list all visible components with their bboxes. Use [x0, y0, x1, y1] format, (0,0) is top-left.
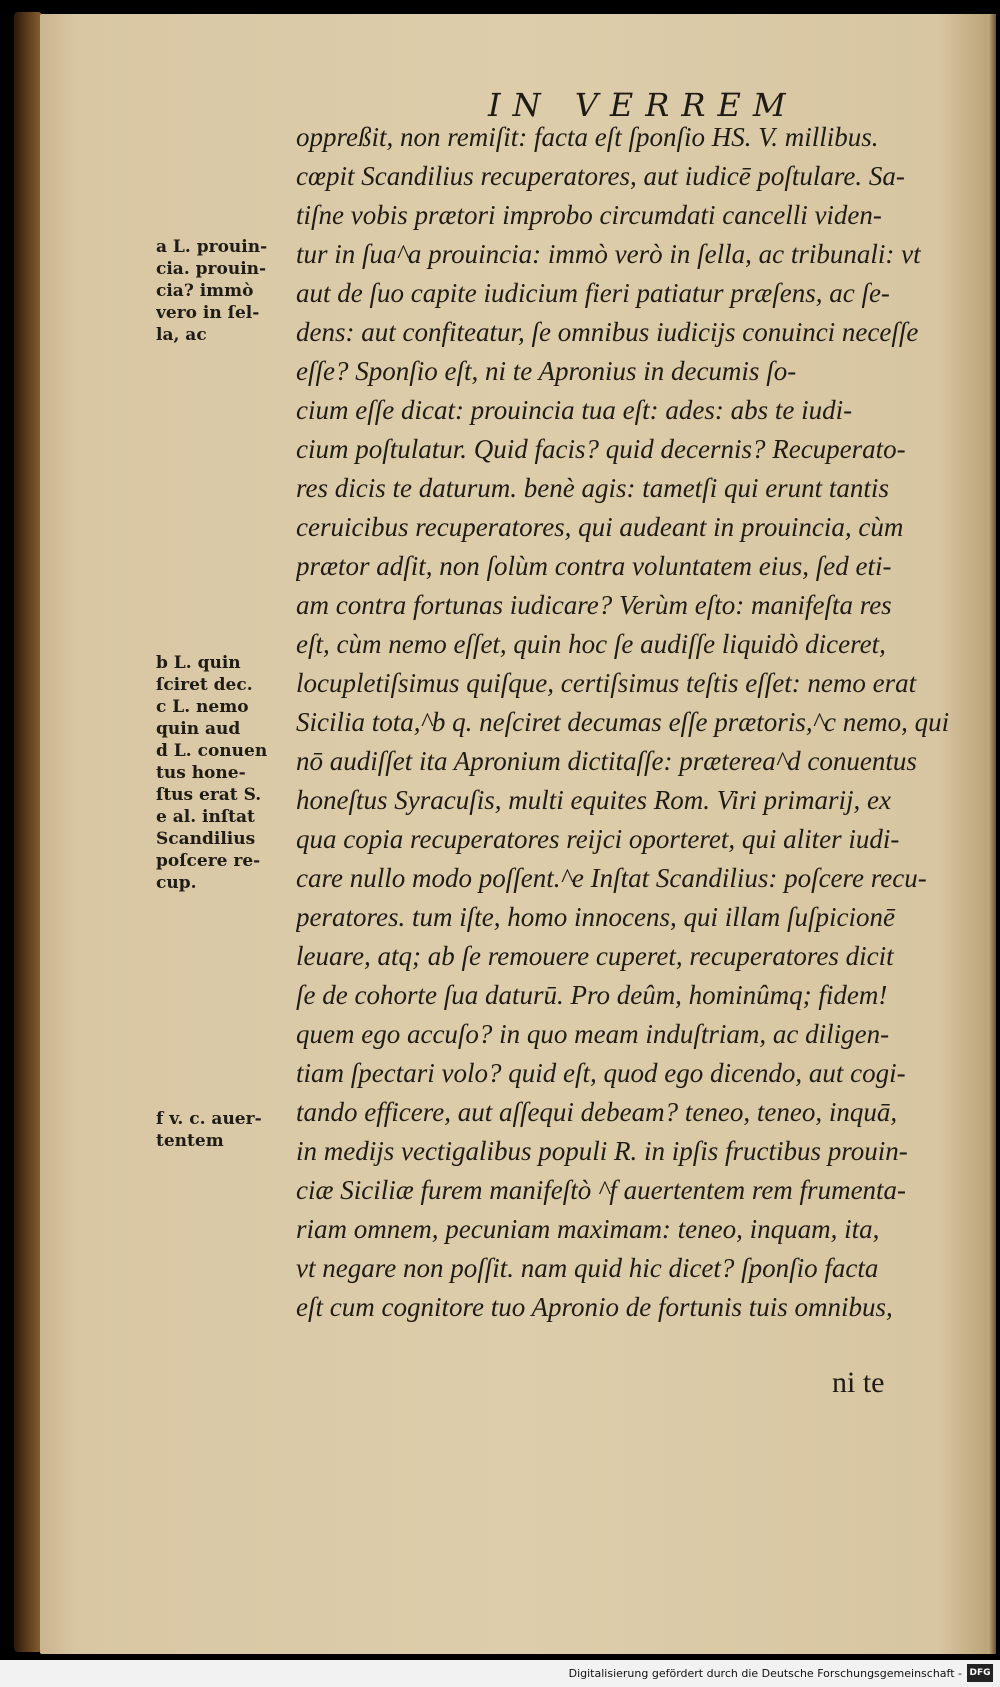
text-line: eſſe? Sponſio eſt, ni te Apronius in decumis ſo- — [296, 356, 797, 386]
text-line: vt negare non poſſit. nam quid hic dicet? ſponſio facta — [296, 1253, 879, 1283]
text-line: dens: aut confiteatur, ſe omnibus iudicijs conuinci neceſſe — [296, 317, 919, 347]
text-line: leuare, atq; ab ſe remouere cuperet, recuperatores dicit — [296, 941, 894, 971]
page-scan: IN VERREM oppreßit, non remiſit: facta eſt ſponſio HS. V. millibus. cœpit Scandilius recuperatores, aut iudicē poſtulare. Sa- tiſne vobis prætori improbo circumdati cancelli viden- tur in ſua^a prouincia: immò verò in ſella, ac tribunali: vt aut de ſuo capite iudicium fieri patiatur præſens, ac ſe- dens: aut confiteatur, ſe omnibus iudicijs conuinci neceſſe eſſe? Sponſio eſt, ni te Apronius in decumis ſo- cium eſſe dicat: prouincia tua eſt: ades: abs te iudi- cium poſtulatur. Quid facis? quid decernis? Recuperato- res dicis te daturum. benè agis: tametſi qui erunt tantis ceruicibus recuperatores, qui audeant in prouincia, cùm prætor adſit, non ſolùm contra voluntatem eius, ſed eti- am contra fortunas iudicare? Verùm eſto: manifeſta res eſt, cùm nemo eſſet, quin hoc ſe audiſſe liquidò diceret, locupletiſsimus quiſque, certiſsimus teſtis eſſet: nemo erat Sicilia tota,^b q. neſciret decumas eſſe prætoris,^c nemo, qui nō audiſſet ita Apronium dictitaſſe: præterea^d conuentus honeſtus Syracuſis, multi equites Rom. Viri primarij, ex qua copia recuperatores reijci oporteret, qui aliter iudi- care nullo modo poſſent.^e Inſtat Scandilius: poſcere recu- peratores. tum iſte, homo innocens, qui illam ſuſpicionē leuare, atq; ab ſe remouere cuperet, recuperatores dicit ſe de cohorte ſua daturū. Pro deûm, hominûmq; fidem! quem ego accuſo? in quo meam induſtriam, ac diligen- tiam ſpectari volo? quid eſt, quod ego dicendo, aut cogi- tando efficere, aut aſſequi debeam? teneo, teneo, inquā, in medijs vectigalibus populi R. in ipſis fructibus prouin- ciæ Siciliæ furem manifeſtò ^f auertentem rem frumenta- riam omnem, pecuniam maximam: teneo, inquam, ita, vt negare non poſſit. nam quid hic dicet? ſponſio facta eſt cum cognitore tuo Apronio de fortunis tuis omnibus, a L. prouin- cia. prouin- cia? immò vero in ſel- la, ac b L. quin ſciret dec. c L. nemo quin aud d L. conuen tus hone- ſtus erat S. e al. inſtat Scandilius poſcere re- cup. f v. c. auer- tentem ni te — [0, 0, 1000, 1687]
margin-note-line: f v. c. auer- — [156, 1109, 262, 1129]
text-line: qua copia recuperatores reijci oporteret, qui aliter iudi- — [296, 824, 900, 854]
margin-note-line: c L. nemo — [156, 697, 249, 717]
margin-note-b — [156, 652, 298, 894]
margin-note-line: quin aud — [156, 719, 241, 739]
text-line: ſe de cohorte ſua daturū. Pro deûm, hominûmq; fidem! — [296, 980, 888, 1010]
text-line: eſt, cùm nemo eſſet, quin hoc ſe audiſſe liquidò diceret, — [296, 629, 886, 659]
text-line: tiſne vobis prætori improbo circumdati cancelli viden- — [296, 200, 882, 230]
margin-note-a — [156, 236, 298, 346]
margin-note-line: poſcere re- — [156, 851, 261, 871]
text-line: prætor adſit, non ſolùm contra voluntatem eius, ſed eti- — [296, 551, 892, 581]
margin-note-line: tentem — [156, 1131, 224, 1151]
text-line: quem ego accuſo? in quo meam induſtriam, ac diligen- — [296, 1019, 890, 1049]
book-binding-edge — [14, 12, 42, 1652]
body-text — [296, 118, 968, 1327]
text-line: tiam ſpectari volo? quid eſt, quod ego dicendo, aut cogi- — [296, 1058, 906, 1088]
margin-note-line: ſciret dec. — [156, 675, 253, 695]
text-line: am contra fortunas iudicare? Verùm eſto: manifeſta res — [296, 590, 892, 620]
margin-note-line: d L. conuen — [156, 741, 268, 761]
text-line: care nullo modo poſſent.^e Inſtat Scandilius: poſcere recu- — [296, 863, 927, 893]
margin-note-line: cup. — [156, 873, 197, 893]
margin-note-line: b L. quin — [156, 653, 241, 673]
catchword: ni te — [832, 1366, 885, 1399]
text-line: eſt cum cognitore tuo Apronio de fortunis tuis omnibus, — [296, 1292, 893, 1322]
text-line: tando efficere, aut aſſequi debeam? teneo, teneo, inquā, — [296, 1097, 898, 1127]
margin-note-line: vero in ſel- — [156, 303, 260, 323]
text-line: oppreßit, non remiſit: facta eſt ſponſio HS. V. millibus. — [296, 122, 879, 152]
margin-note-line: ſtus erat S. — [156, 785, 262, 805]
margin-note-line: a L. prouin- — [156, 237, 268, 257]
margin-note-line: la, ac — [156, 325, 207, 345]
text-line: ceruicibus recuperatores, qui audeant in prouincia, cùm — [296, 512, 904, 542]
text-line: aut de ſuo capite iudicium fieri patiatur præſens, ac ſe- — [296, 278, 890, 308]
text-line: nō audiſſet ita Apronium dictitaſſe: præterea^d conuentus — [296, 746, 917, 776]
margin-note-line: cia? immò — [156, 281, 254, 301]
page-edge — [988, 14, 996, 1654]
margin-note-line: e al. inſtat — [156, 807, 255, 827]
margin-note-line: tus hone- — [156, 763, 246, 783]
text-line: peratores. tum iſte, homo innocens, qui illam ſuſpicionē — [296, 902, 895, 932]
text-line: honeſtus Syracuſis, multi equites Rom. Viri primarij, ex — [296, 785, 891, 815]
dfg-logo: DFG — [967, 1664, 993, 1682]
text-line: cium eſſe dicat: prouincia tua eſt: ades: abs te iudi- — [296, 395, 853, 425]
text-line: ciæ Siciliæ furem manifeſtò ^f auertentem rem frumenta- — [296, 1175, 907, 1205]
text-line: cœpit Scandilius recuperatores, aut iudicē poſtulare. Sa- — [296, 161, 905, 191]
footer-credit: Digitalisierung gefördert durch die Deutsche Forschungsgemeinschaft - — [568, 1667, 962, 1680]
margin-note-f — [156, 1108, 298, 1152]
text-line: cium poſtulatur. Quid facis? quid decernis? Recuperato- — [296, 434, 906, 464]
text-line: tur in ſua^a prouincia: immò verò in ſella, ac tribunali: vt — [296, 239, 921, 269]
text-line: in medijs vectigalibus populi R. in ipſis fructibus prouin- — [296, 1136, 908, 1166]
text-line: riam omnem, pecuniam maximam: teneo, inquam, ita, — [296, 1214, 880, 1244]
text-line: locupletiſsimus quiſque, certiſsimus teſtis eſſet: nemo erat — [296, 668, 917, 698]
text-line: Sicilia tota,^b q. neſciret decumas eſſe prætoris,^c nemo, qui — [296, 707, 950, 737]
margin-note-line: Scandilius — [156, 829, 256, 849]
margin-note-line: cia. prouin- — [156, 259, 267, 279]
text-line: res dicis te daturum. benè agis: tametſi qui erunt tantis — [296, 473, 889, 503]
